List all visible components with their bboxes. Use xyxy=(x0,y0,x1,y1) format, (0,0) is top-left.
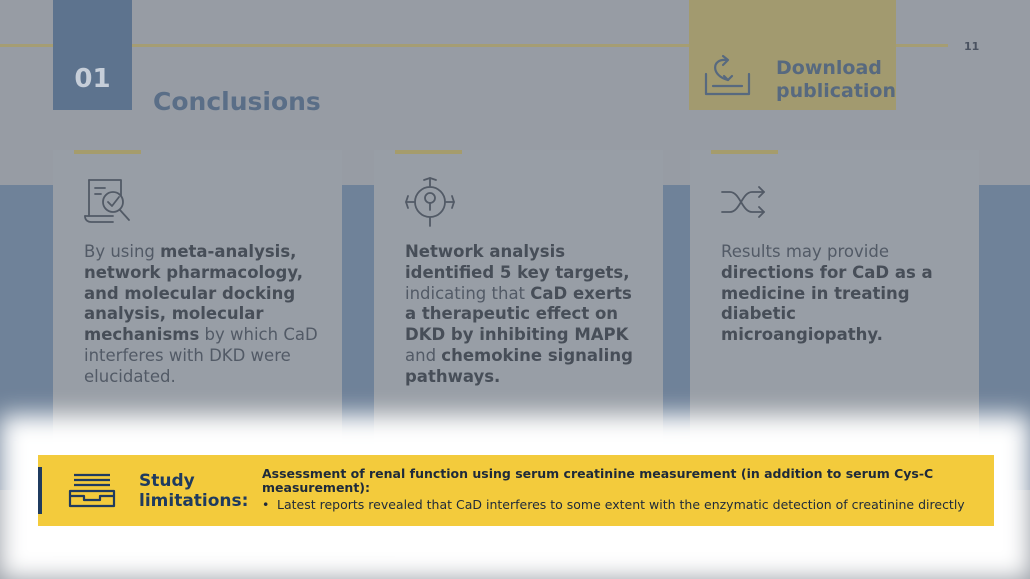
inbox-tray-icon xyxy=(68,473,116,513)
card-text-segment: indicating that xyxy=(405,283,531,303)
bullet-text: Latest reports revealed that CaD interferes to some extent with the enzymatic detection of creatinine directly xyxy=(277,497,965,512)
conclusion-card-2 xyxy=(374,150,663,445)
card-text-segment: directions for CaD as a medicine in treating diabetic microangiopathy. xyxy=(721,262,933,345)
limitations-bullet xyxy=(262,497,965,512)
card-text-segment: and xyxy=(405,345,442,365)
card-text-segment: CaD exerts a therapeutic effect on DKD by inhibiting MAPK xyxy=(405,283,632,345)
download-label xyxy=(776,57,896,103)
card-text-segment: meta-analysis, network pharmacology, and molecular docking analysis, molecular mechanisms xyxy=(84,242,304,345)
card-text xyxy=(84,242,322,388)
target-crosshair-icon xyxy=(404,176,458,232)
page-number: 11 xyxy=(964,40,980,53)
checklist-document-icon xyxy=(83,176,135,230)
conclusion-card-1 xyxy=(53,150,342,445)
card-text-segment: by which CaD interferes with DKD were elucidated. xyxy=(84,325,318,386)
conclusion-card-3 xyxy=(690,150,979,445)
card-text-segment: chemokine signaling pathways. xyxy=(405,345,633,386)
card-text-segment: Results may provide xyxy=(721,242,889,261)
card-text xyxy=(405,242,643,388)
card-text xyxy=(721,242,959,346)
card-text-segment: By using xyxy=(84,242,161,261)
card-accent xyxy=(74,150,141,154)
download-label-line2: publication xyxy=(776,80,897,102)
study-limitations-title xyxy=(139,471,248,511)
study-limitations-title-line1: Study xyxy=(139,471,195,491)
download-publication-button[interactable] xyxy=(689,0,896,110)
card-accent xyxy=(395,150,462,154)
study-limitations-banner xyxy=(38,455,994,526)
page-title: Conclusions xyxy=(153,87,321,116)
section-number: 01 xyxy=(74,64,111,94)
section-number-box xyxy=(53,0,132,110)
download-label-line1: Download xyxy=(776,57,882,79)
card-text-segment: Network analysis identified 5 key targets, xyxy=(405,242,630,282)
study-limitations-title-line2: limitations: xyxy=(139,491,249,511)
bullet-dot: • xyxy=(262,497,270,512)
download-tray-icon xyxy=(703,54,753,102)
card-accent xyxy=(711,150,778,154)
banner-marker xyxy=(38,467,42,514)
shuffle-arrows-icon xyxy=(720,176,770,230)
limitations-heading: Assessment of renal function using serum creatinine measurement (in addition to serum Cys-C measurement): xyxy=(262,466,934,495)
